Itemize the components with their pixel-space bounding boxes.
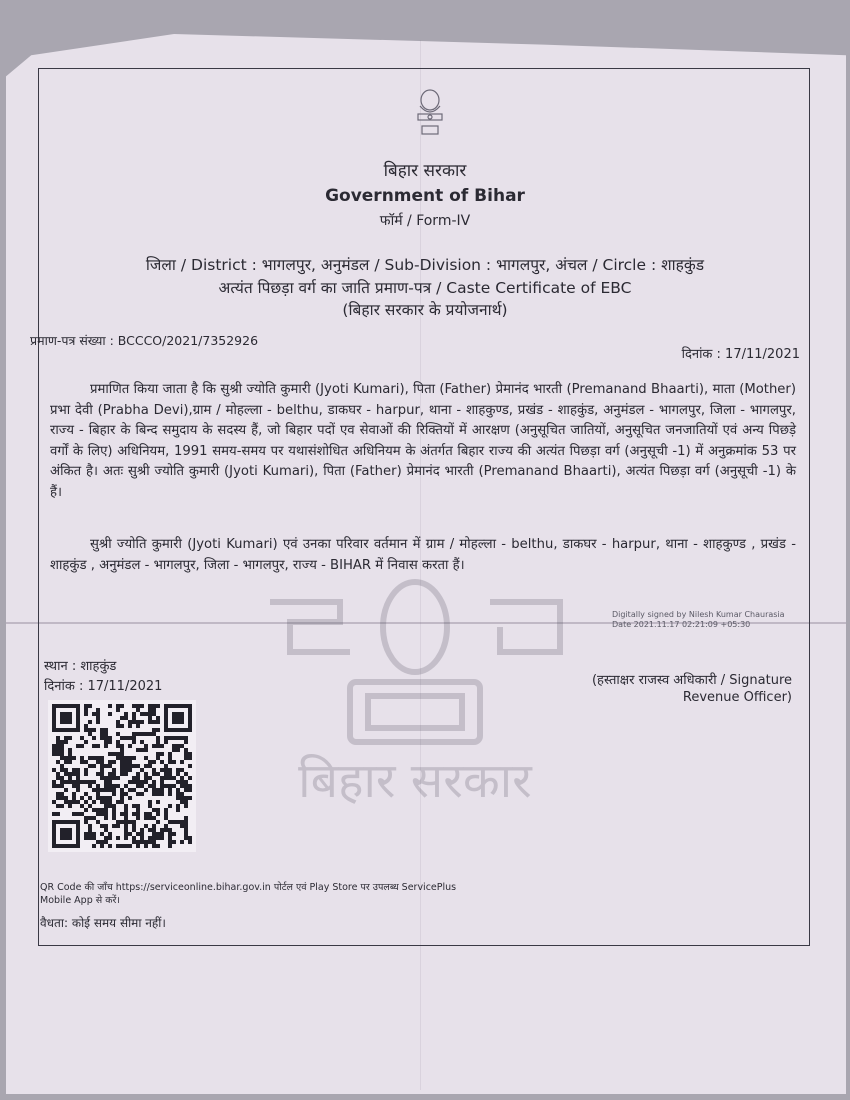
certificate-purpose: (बिहार सरकार के प्रयोजनार्थ) (342, 301, 508, 319)
certificate-number: प्रमाण-पत्र संख्या : BCCCO/2021/7352926 (30, 333, 259, 348)
digital-signature-signer: Digitally signed by Nilesh Kumar Chaurasia (612, 610, 785, 619)
watermark-text: बिहार सरकार (298, 753, 532, 809)
signature-role: Revenue Officer) (682, 690, 792, 705)
signature-label: (हस्ताक्षर राजस्व अधिकारी / Signature (591, 673, 792, 688)
qr-verification-note-cont: Mobile App से करें। (40, 895, 120, 906)
certificate-title: अत्यंत पिछड़ा वर्ग का जाति प्रमाण-पत्र / Caste Certificate of EBC (218, 279, 632, 297)
govt-name-english: Government of Bihar (325, 186, 525, 206)
location-line: जिला / District : भागलपुर, अनुमंडल / Sub-Division : भागलपुर, अंचल / Circle : शाहकुंड (145, 256, 705, 274)
footer-date: दिनांक : 17/11/2021 (44, 679, 163, 694)
certificate-body-paragraph: प्रमाणित किया जाता है कि सुश्री ज्योति कुमारी (Jyoti Kumari), पिता (Father) प्रेमानंद भारती (Premanand Bhaarti), माता (Mother) प्रभा देवी (Prabha Devi),ग्राम / मोहल्ला - belthu, डाकघर - harpur, थाना - शाहकुण्ड, प्रखंड - शाहकुंड, अनुमंडल - भागलपुर, जिला - भागलपुर, राज्य - बिहार के बिन्द समुदाय के सदस्य हैं, जो बिहार पदों एव सेवाओं की रिक्तियों में आरक्षण (अनुसूचित जातियों, अनुसूचित जनजातियों एवं अन्य पिछड़े वर्गों के लिए) अधिनियम, 1991 समय-समय पर यथासंशोधित अधिनियम के अंतर्गत बिहार राज्य की अत्यंत पिछड़ा वर्ग (अनुसूची -1) में अनुक्रमांक 53 पर अंकित है। अतः सुश्री ज्योति कुमारी (Jyoti Kumari), पिता (Father) प्रेमानंद भारती (Premanand Bhaarti), अत्यंत पिछड़ा वर्ग (अनुसूची -1) के हैं। (50, 382, 796, 500)
digital-signature-date: Date 2021.11.17 02:21:09 +05:30 (612, 620, 751, 629)
state-emblem-icon (400, 84, 460, 140)
residence-paragraph: सुश्री ज्योति कुमारी (Jyoti Kumari) एवं उनका परिवार वर्तमान में ग्राम / मोहल्ला - belthu, डाकघर - harpur, थाना - शाहकुण्ड , प्रखंड - शाहकुंड , अनुमंडल - भागलपुर, जिला - भागलपुर, राज्य - BIHAR में निवास करता हैं। (50, 537, 796, 573)
issue-date: दिनांक : 17/11/2021 (681, 347, 800, 362)
issue-place: स्थान : शाहकुंड (44, 659, 117, 674)
form-number: फॉर्म / Form-IV (379, 213, 471, 229)
qr-code (48, 700, 196, 852)
validity-note: वैधता: कोई समय सीमा नहीं। (40, 916, 166, 930)
watermark-emblem (250, 572, 580, 822)
qr-verification-note: QR Code की जाँच https://serviceonline.bihar.gov.in पोर्टल एवं Play Store पर उपलब्ध ServicePlus (40, 882, 457, 893)
govt-name-hindi: बिहार सरकार (383, 161, 467, 181)
digital-signature-stamp (612, 610, 785, 630)
